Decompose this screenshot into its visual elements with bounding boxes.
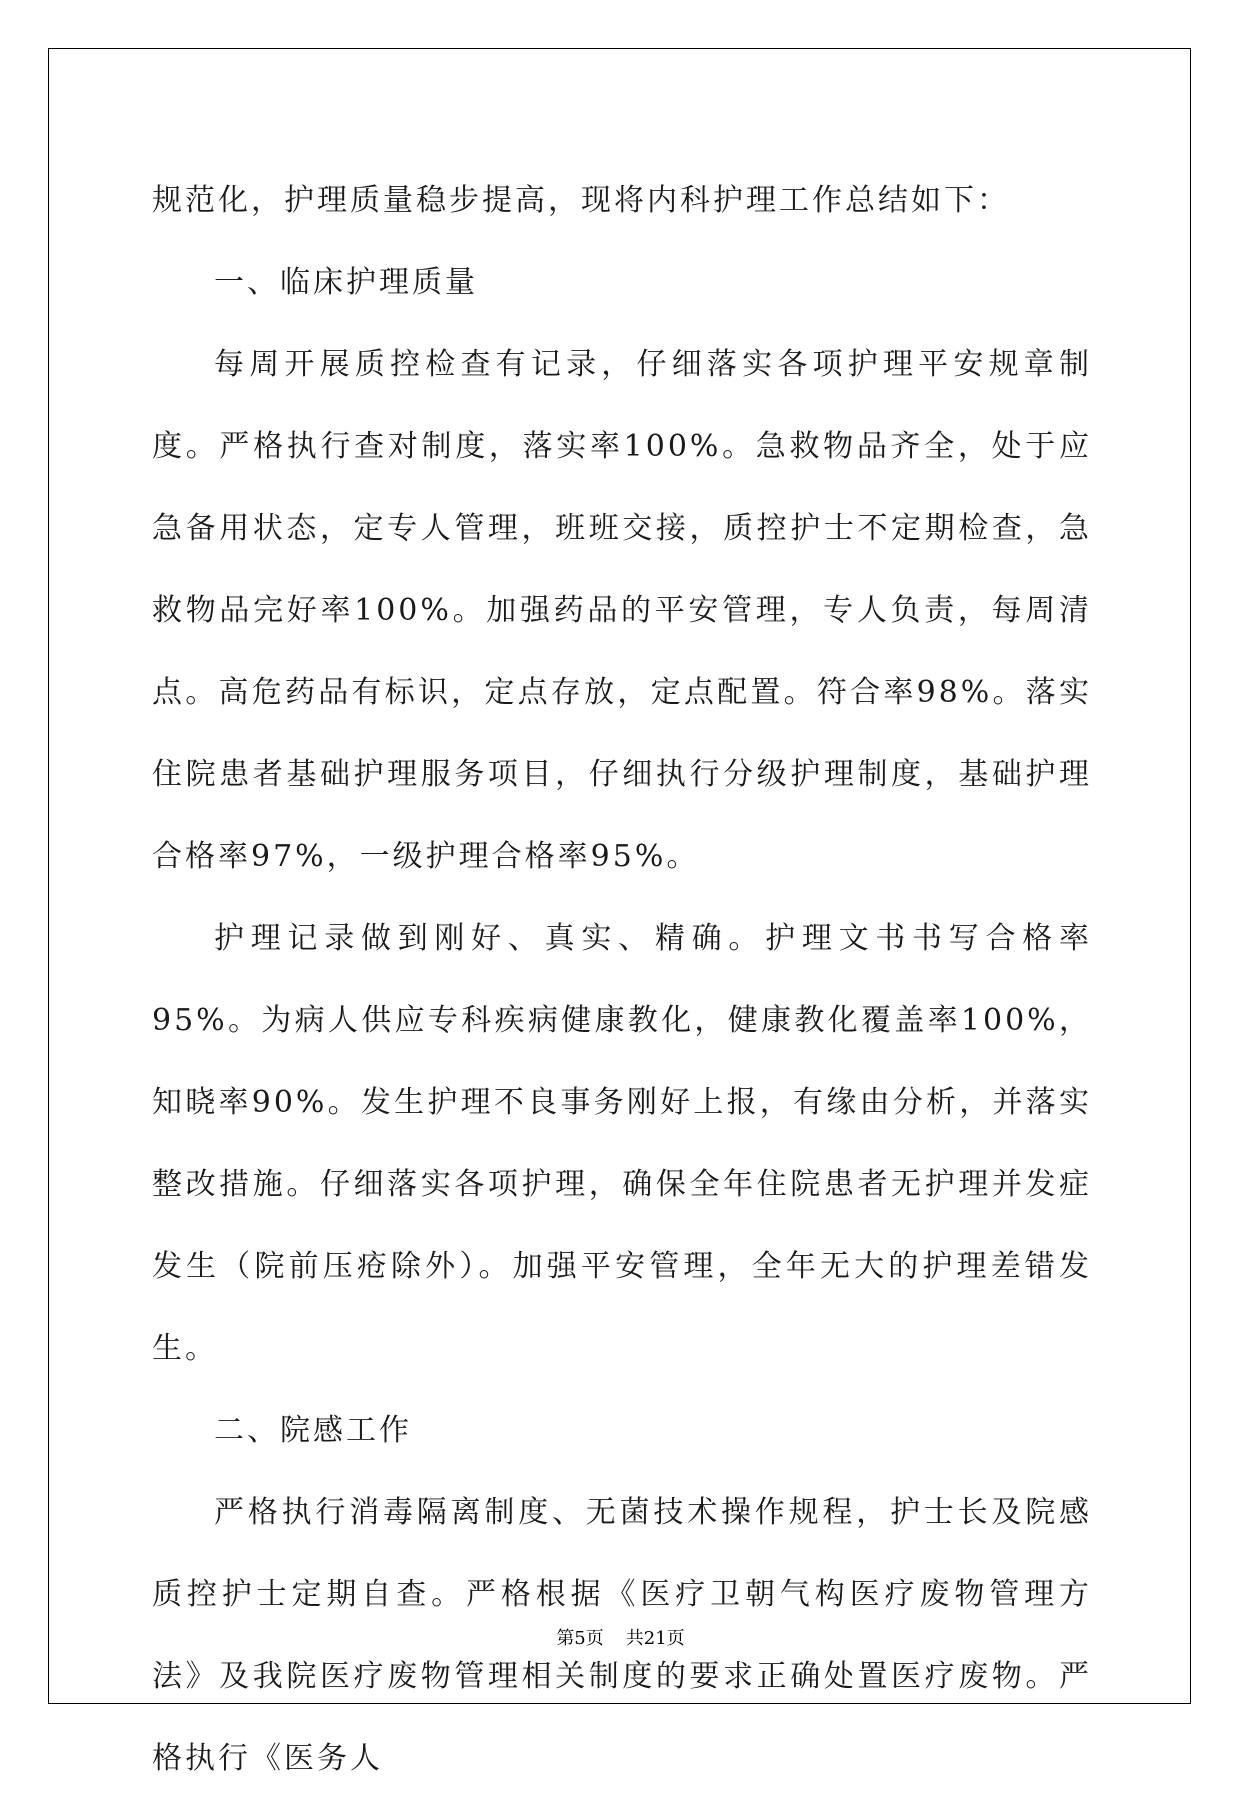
page-number: 第5页 <box>556 1628 604 1649</box>
section-heading-infection-control: 二、院感工作 <box>214 1413 412 1448</box>
page-footer <box>0 1624 1241 1650</box>
paragraph-nursing-records: 护理记录做到刚好、真实、精确。护理文书书写合格率95%。为病人供应专科疾病健康教化，健康教化覆盖率100%，知晓率90%。发生护理不良事务刚好上报，有缘由分析，并落实整改措施。仔细落实各项护理，确保全年住院患者无护理并发症发生（院前压疮除外）。加强平安管理，全年无大的护理差错发生。 <box>152 921 1092 1366</box>
page-total: 共21页 <box>625 1628 685 1649</box>
section-heading-clinical-nursing: 一、临床护理质量 <box>214 265 478 300</box>
document-body <box>152 160 1092 1800</box>
paragraph-intro-continuation: 规范化，护理质量稳步提高，现将内科护理工作总结如下： <box>152 183 1010 218</box>
paragraph-disinfection: 严格执行消毒隔离制度、无菌技术操作规程，护士长及院感质控护士定期自查。严格根据《医疗卫朝气构医疗废物管理方法》及我院医疗废物管理相关制度的要求正确处置医疗废物。严格执行《医务人 <box>152 1495 1092 1776</box>
paragraph-quality-control: 每周开展质控检查有记录，仔细落实各项护理平安规章制度。严格执行查对制度，落实率100%。急救物品齐全，处于应急备用状态，定专人管理，班班交接，质控护士不定期检查，急救物品完好率100%。加强药品的平安管理，专人负责，每周清点。高危药品有标识，定点存放，定点配置。符合率98%。落实住院患者基础护理服务项目，仔细执行分级护理制度，基础护理合格率97%，一级护理合格率95%。 <box>152 347 1092 874</box>
